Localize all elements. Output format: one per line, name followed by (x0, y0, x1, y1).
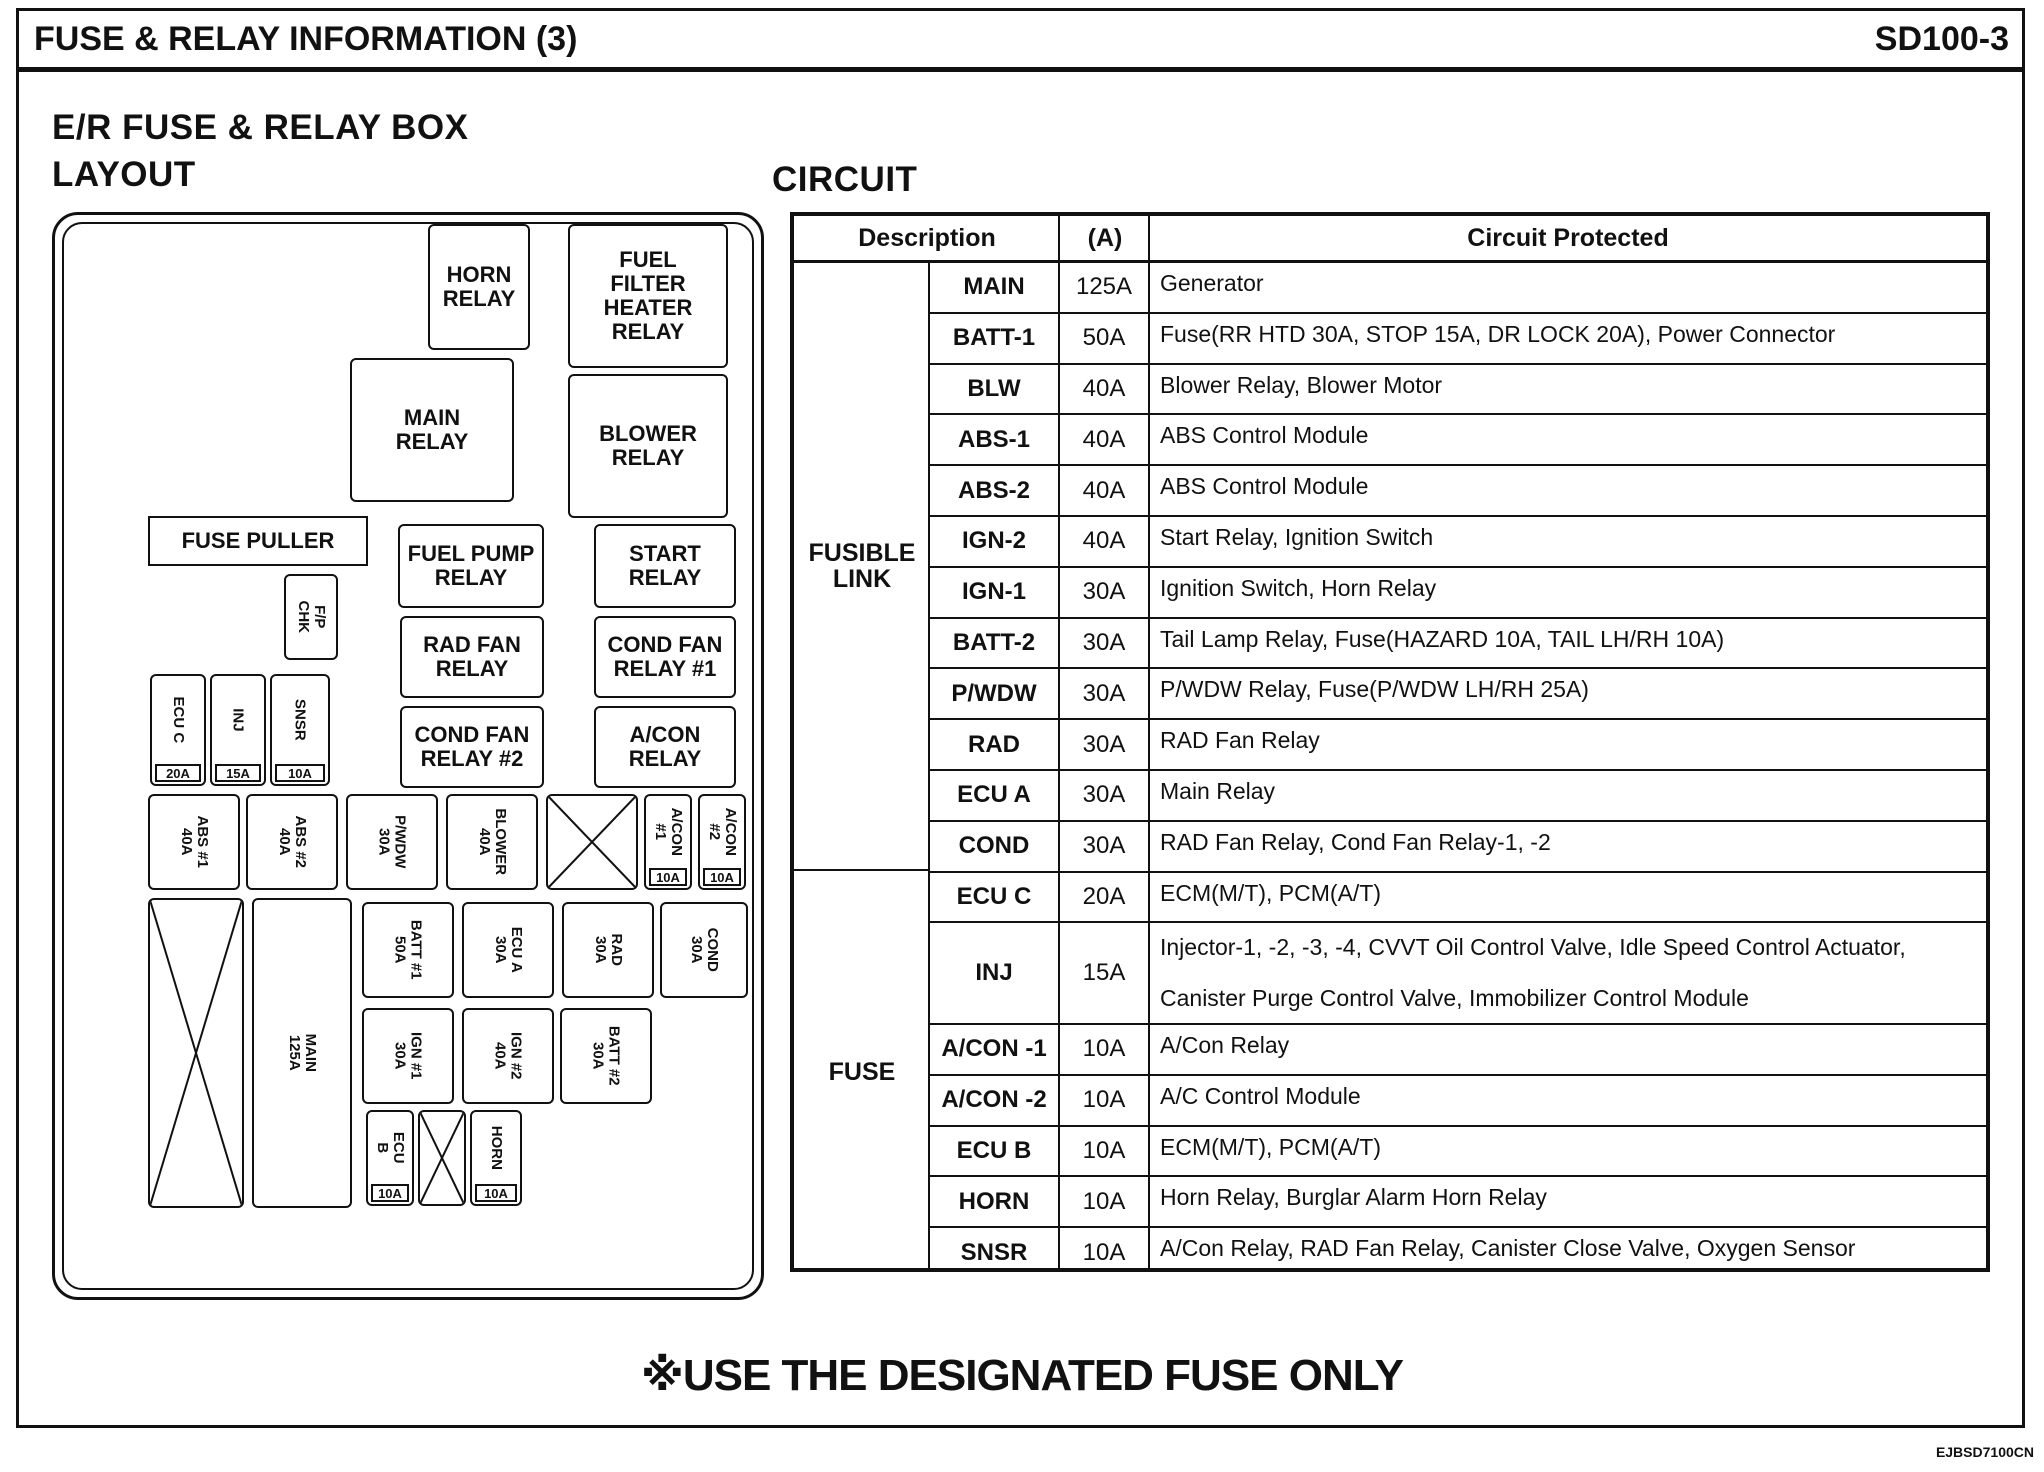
row-amperage: 20A (1082, 882, 1126, 910)
fp-chk-connector (284, 574, 338, 660)
row-circuit-protected (1150, 922, 1986, 1024)
row-fuse-name: BATT-2 (952, 628, 1036, 656)
fuse-snsr-amp: 10A (275, 764, 325, 782)
row-amperage: 10A (1082, 1187, 1126, 1215)
fuse-horn-amp: 10A (475, 1184, 517, 1202)
fuse-snsr-label: SNSR (291, 699, 309, 741)
blower-relay: BLOWER RELAY (568, 374, 728, 518)
empty-fuse-slot (546, 794, 638, 890)
row-circuit-protected: P/WDW Relay, Fuse(P/WDW LH/RH 25A) (1160, 676, 1589, 703)
row-amperage: 30A (1082, 832, 1126, 860)
row-circuit-protected: ECM(M/T), PCM(A/T) (1160, 1133, 1382, 1160)
document-id: EJBSD7100CN (1935, 1444, 2034, 1460)
fuse-ecu-b-label: ECU B (374, 1132, 407, 1164)
fuse-blower (446, 794, 538, 890)
fuse-horn-label: HORN (487, 1125, 505, 1171)
row-fuse-name: MAIN (963, 273, 1025, 301)
row-fuse-name: ECU C (956, 882, 1032, 910)
row-fuse-name: P/WDW (951, 679, 1037, 707)
fuse-abs-1 (148, 794, 240, 890)
col-divider-2 (1148, 216, 1150, 1268)
row-amperage: 15A (1082, 959, 1126, 987)
fuse-acon-1 (644, 794, 692, 890)
row-fuse-name: A/CON -2 (941, 1086, 1047, 1114)
fuse-batt-2-label: BATT #2 30A (589, 1026, 623, 1086)
fuse-acon-2-amp: 10A (703, 868, 741, 886)
fuse-pwdw-label: P/WDW 30A (375, 815, 409, 869)
row-amperage: 10A (1082, 1238, 1126, 1266)
row-amperage: 30A (1082, 578, 1126, 606)
fuse-main-label: MAIN 125A (285, 1033, 319, 1073)
row-amperage: 40A (1082, 425, 1126, 453)
header-divider (794, 260, 1986, 263)
usage-note: ※USE THE DESIGNATED FUSE ONLY (641, 1351, 1403, 1400)
row-circuit-protected: Generator (1160, 270, 1264, 296)
row-fuse-name: RAD (968, 730, 1020, 758)
fuse-ign-2-label: IGN #2 40A (492, 1032, 525, 1080)
row-amperage: 30A (1082, 679, 1126, 707)
horn-relay: HORN RELAY (428, 224, 530, 350)
row-amperage: 30A (1082, 781, 1126, 809)
row-circuit-protected: ECM(M/T), PCM(A/T) (1160, 879, 1382, 906)
row-fuse-name: BATT-1 (952, 324, 1036, 352)
group-fuse: FUSE (828, 1057, 896, 1086)
fuse-batt-2 (560, 1008, 652, 1104)
fuse-inj-label: INJ (229, 708, 247, 732)
fuse-cond (660, 902, 748, 998)
fuse-acon-2-label: A/CON #2 (706, 807, 739, 857)
main-relay: MAIN RELAY (350, 358, 514, 502)
page-header (16, 8, 2025, 72)
fuse-ecu-c-amp: 20A (155, 764, 201, 782)
group-divider (794, 869, 930, 871)
fuel-pump-relay: FUEL PUMP RELAY (398, 524, 544, 608)
row-amperage: 10A (1082, 1136, 1126, 1164)
box-title: E/R FUSE & RELAY BOX (52, 108, 469, 147)
start-relay: START RELAY (594, 524, 736, 608)
circuit-title: CIRCUIT (772, 160, 918, 199)
col-header-amp: (A) (1087, 223, 1123, 252)
layout-title: LAYOUT (52, 155, 196, 194)
row-circuit-protected: ABS Control Module (1160, 473, 1369, 500)
row-circuit-protected: A/C Control Module (1160, 1082, 1361, 1109)
row-fuse-name: HORN (958, 1187, 1030, 1215)
col-header-circuit: Circuit Protected (1467, 223, 1669, 252)
fuse-ecu-a (462, 902, 554, 998)
fuse-acon-1-label: A/CON #1 (652, 807, 685, 857)
rad-fan-relay: RAD FAN RELAY (400, 616, 544, 698)
fuse-main (252, 898, 352, 1208)
row-circuit-protected: Fuse(RR HTD 30A, STOP 15A, DR LOCK 20A), Power Connector (1160, 320, 1836, 347)
row-fuse-name: BLW (967, 374, 1021, 402)
section-code: SD100-3 (1874, 20, 2009, 58)
fuse-puller: FUSE PULLER (148, 516, 368, 566)
row-amperage: 30A (1082, 628, 1126, 656)
row-amperage: 10A (1082, 1035, 1126, 1063)
fuse-ign-1-label: IGN #1 30A (392, 1032, 425, 1080)
fuse-snsr (270, 674, 330, 786)
row-circuit-protected: Tail Lamp Relay, Fuse(HAZARD 10A, TAIL LH/RH 10A) (1160, 625, 1725, 652)
cond-fan-relay-2: COND FAN RELAY #2 (400, 706, 544, 788)
group-fusible-link: FUSIBLE LINK (808, 538, 916, 593)
fuse-inj-amp: 15A (215, 764, 261, 782)
fuse-ecu-c-label: ECU C (169, 696, 187, 744)
row-circuit-protected: RAD Fan Relay (1160, 727, 1320, 754)
fuse-horn (470, 1110, 522, 1206)
row-circuit-protected: Blower Relay, Blower Motor (1160, 371, 1443, 398)
fuse-abs-2 (246, 794, 338, 890)
row-circuit-protected: ABS Control Module (1160, 422, 1369, 449)
fuse-inj (210, 674, 266, 786)
row-fuse-name: IGN-2 (961, 527, 1026, 555)
fuse-ecu-b-amp: 10A (371, 1184, 409, 1202)
fuel-filter-heater-relay: FUEL FILTER HEATER RELAY (568, 224, 728, 368)
row-fuse-name: COND (958, 832, 1030, 860)
col-divider-1 (1058, 216, 1060, 1268)
row-amperage: 40A (1082, 374, 1126, 402)
row-circuit-protected: Start Relay, Ignition Switch (1160, 524, 1434, 550)
fuse-rad (562, 902, 654, 998)
fuse-acon-1-amp: 10A (649, 868, 687, 886)
row-fuse-name: ABS-1 (957, 425, 1030, 453)
row-circuit-line-1: Injector-1, -2, -3, -4, CVVT Oil Control Valve, Idle Speed Control Actuator, (1160, 934, 1906, 961)
empty-mini-fuse-slot (418, 1110, 466, 1206)
row-amperage: 10A (1082, 1086, 1126, 1114)
fuse-abs-2-label: ABS #2 40A (276, 815, 309, 869)
fuse-blower-label: BLOWER 40A (475, 808, 509, 876)
fuse-ecu-b (366, 1110, 414, 1206)
row-amperage: 40A (1082, 476, 1126, 504)
row-circuit-protected: Ignition Switch, Horn Relay (1160, 574, 1437, 601)
fuse-pwdw (346, 794, 438, 890)
row-fuse-name: ECU A (957, 781, 1031, 809)
fuse-ign-1 (362, 1008, 454, 1104)
circuit-table (790, 212, 1990, 1272)
row-fuse-name: ECU B (956, 1136, 1032, 1164)
row-fuse-name: IGN-1 (961, 578, 1026, 606)
page-title: FUSE & RELAY INFORMATION (3) (34, 20, 578, 58)
row-fuse-name: INJ (975, 959, 1013, 987)
col-divider-group (928, 260, 930, 1268)
row-fuse-name: A/CON -1 (941, 1035, 1047, 1063)
fuse-ign-2 (462, 1008, 554, 1104)
row-circuit-protected: Main Relay (1160, 778, 1276, 804)
row-amperage: 40A (1082, 527, 1126, 555)
empty-main-slot (148, 898, 244, 1208)
row-circuit-protected: A/Con Relay, RAD Fan Relay, Canister Close Valve, Oxygen Sensor (1160, 1235, 1856, 1262)
fuse-cond-label: COND 30A (687, 927, 721, 973)
fuse-batt-1 (362, 902, 454, 998)
row-amperage: 125A (1075, 273, 1133, 301)
row-circuit-protected: A/Con Relay (1160, 1032, 1290, 1058)
fuse-batt-1-label: BATT #1 50A (391, 920, 425, 980)
row-circuit-protected: Horn Relay, Burglar Alarm Horn Relay (1160, 1184, 1547, 1211)
row-circuit-protected: RAD Fan Relay, Cond Fan Relay-1, -2 (1160, 828, 1551, 855)
fp-chk-label: F/P CHK (295, 600, 328, 634)
fuse-acon-2 (698, 794, 746, 890)
fuse-rad-label: RAD 30A (592, 933, 625, 967)
cond-fan-relay-1: COND FAN RELAY #1 (594, 616, 736, 698)
fuse-abs-1-label: ABS #1 40A (178, 815, 211, 869)
acon-relay: A/CON RELAY (594, 706, 736, 788)
col-header-description: Description (858, 223, 996, 252)
fuse-ecu-a-label: ECU A 30A (492, 926, 525, 974)
fuse-ecu-c (150, 674, 206, 786)
row-circuit-line-2: Canister Purge Control Valve, Immobilizer Control Module (1160, 985, 1749, 1012)
row-fuse-name: ABS-2 (957, 476, 1030, 504)
row-amperage: 30A (1082, 730, 1126, 758)
row-fuse-name: SNSR (960, 1238, 1028, 1266)
row-amperage: 50A (1082, 324, 1126, 352)
